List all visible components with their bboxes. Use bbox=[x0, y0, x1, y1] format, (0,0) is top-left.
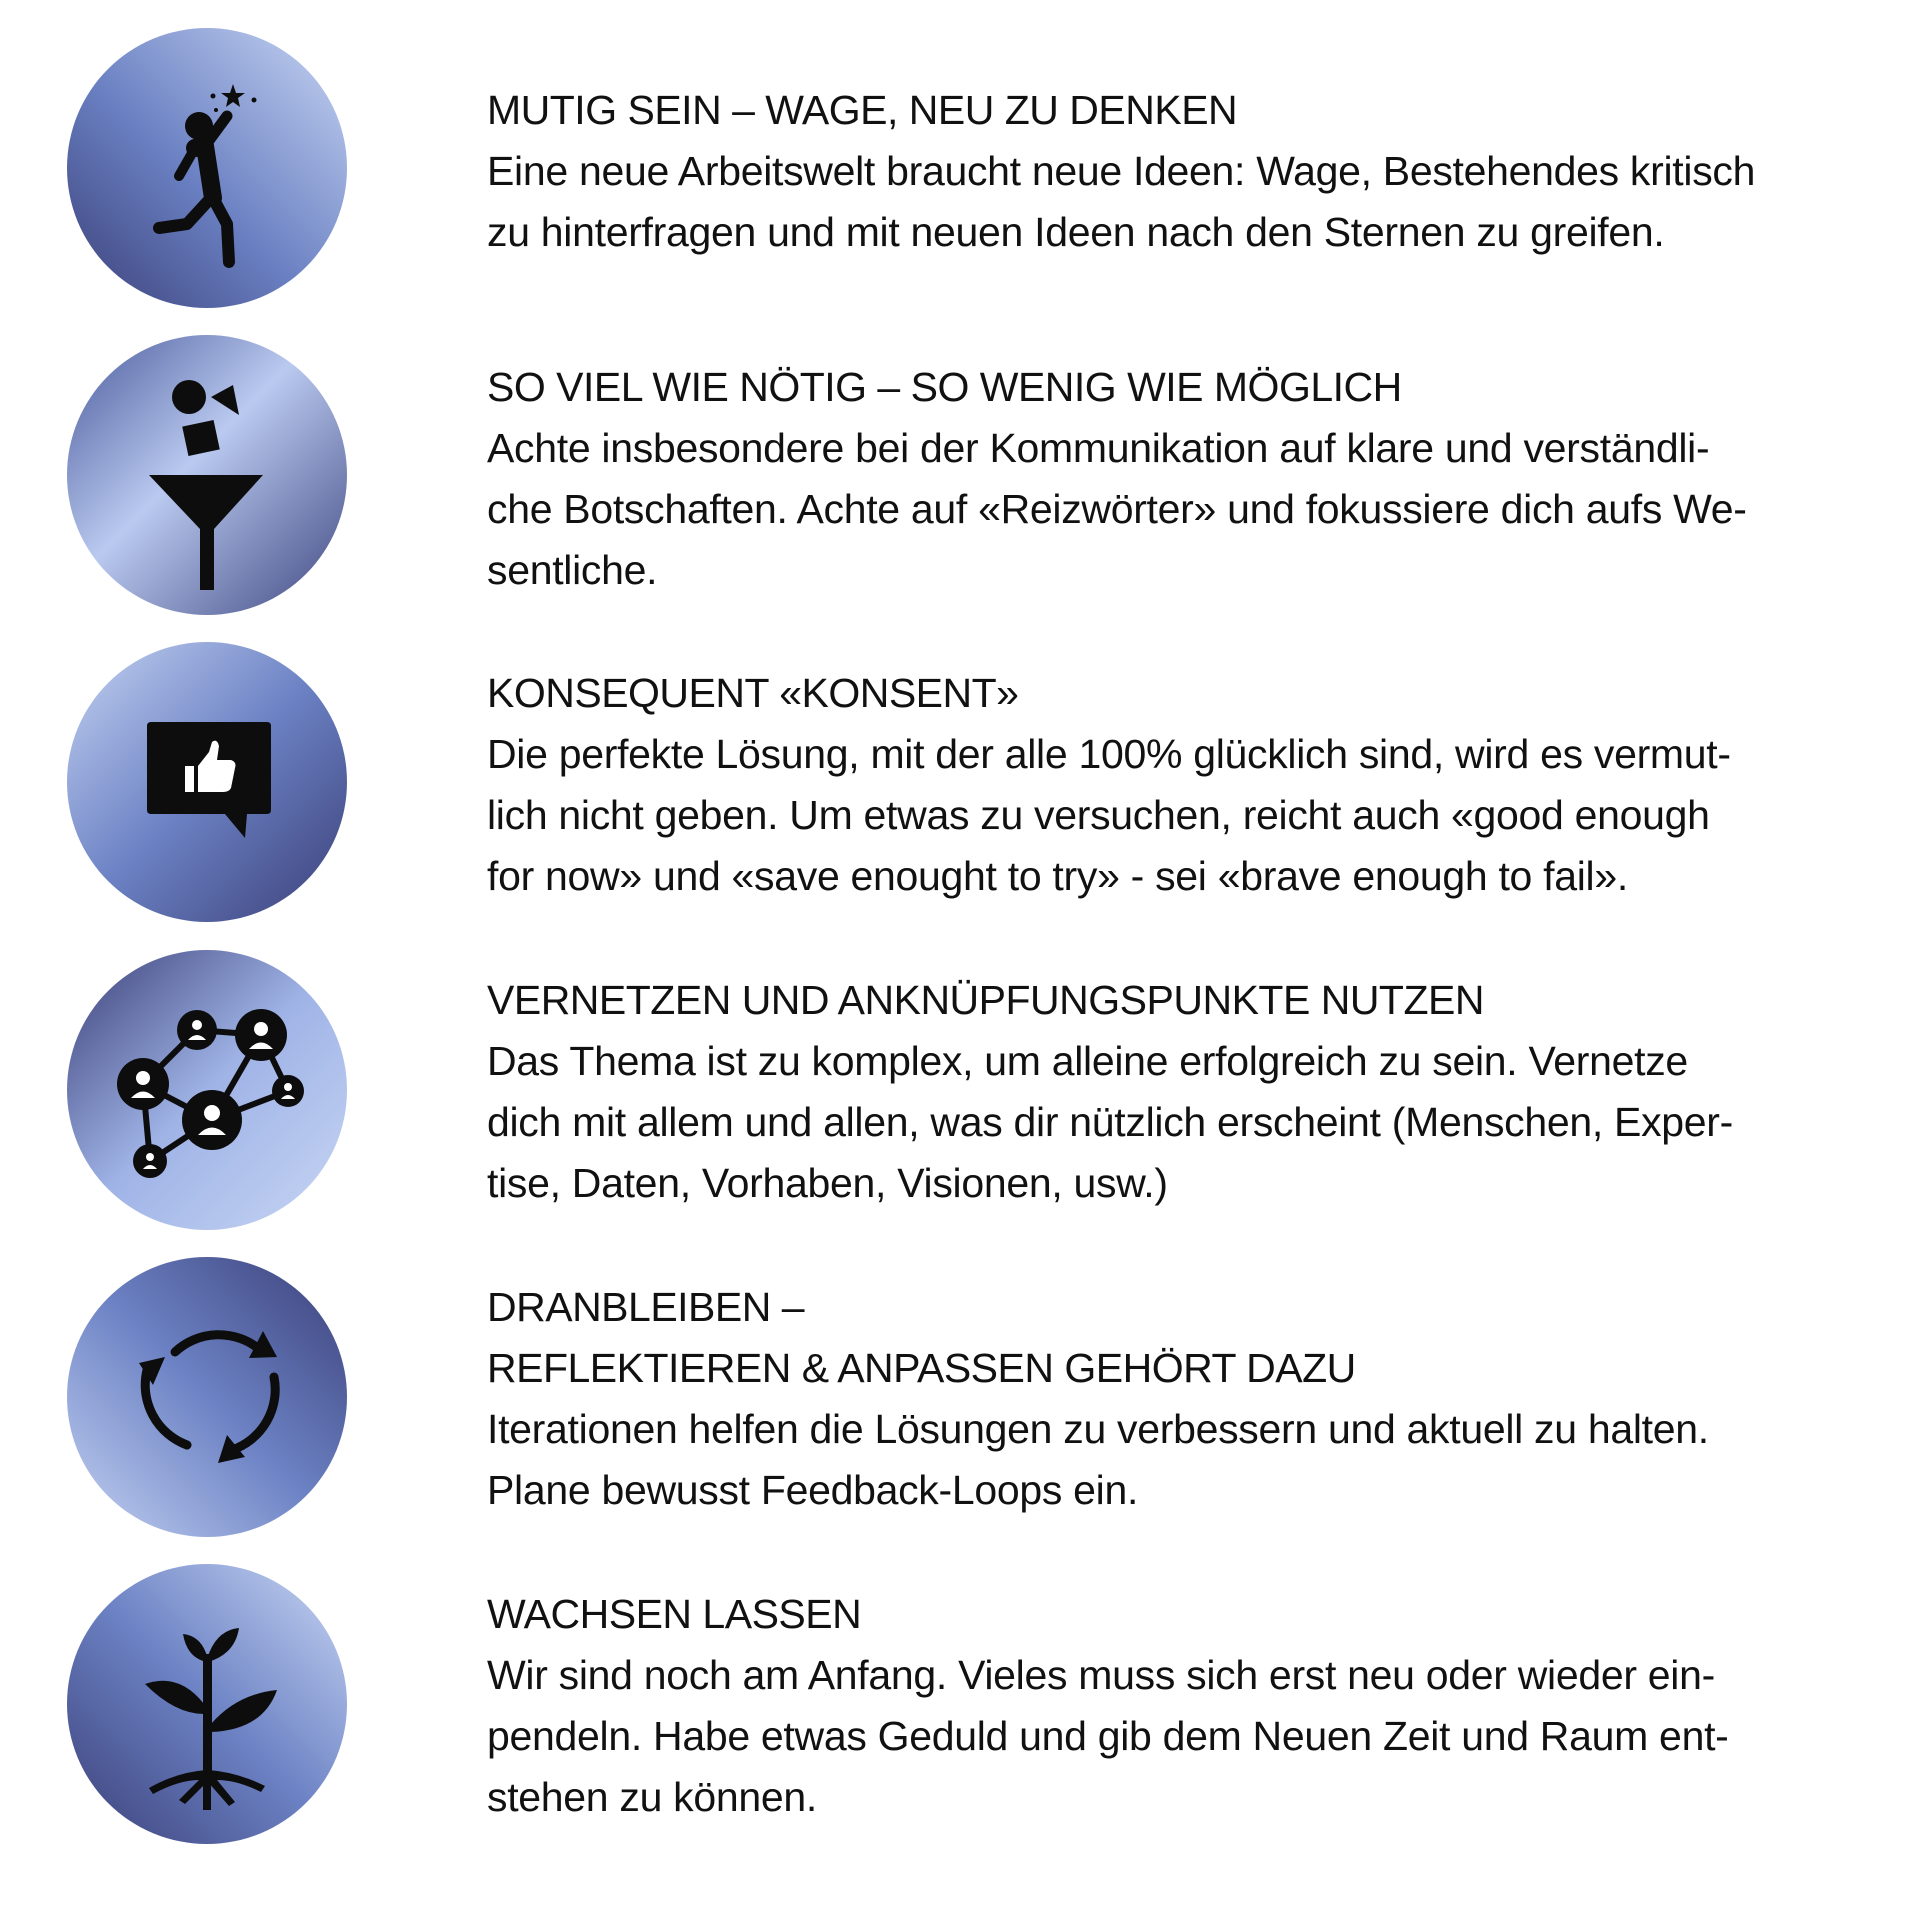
principle-body-line: che Botschaften. Achte auf «Reizwörter» und fokussiere dich aufs We- bbox=[487, 486, 1747, 532]
principle-title: VERNETZEN UND ANKNÜPFUNGSPUNKTE NUTZEN bbox=[487, 977, 1484, 1023]
icon-circle bbox=[67, 1564, 347, 1844]
thumbs-up-speech-bubble-icon bbox=[67, 642, 347, 922]
principle-text bbox=[487, 357, 1847, 601]
funnel-filter-icon bbox=[67, 335, 347, 615]
principle-body-line: for now» und «save enought to try» - sei «brave enough to fail». bbox=[487, 853, 1628, 899]
principle-text bbox=[487, 1584, 1847, 1828]
principle-title: MUTIG SEIN – WAGE, NEU ZU DENKEN bbox=[487, 87, 1238, 133]
principle-body-line: Wir sind noch am Anfang. Vieles muss sich erst neu oder wieder ein- bbox=[487, 1652, 1715, 1698]
principle-text bbox=[487, 80, 1847, 263]
principle-title: SO VIEL WIE NÖTIG – SO WENIG WIE MÖGLICH bbox=[487, 364, 1402, 410]
people-network-icon bbox=[67, 950, 347, 1230]
principle-title: DRANBLEIBEN – bbox=[487, 1284, 805, 1330]
person-reaching-stars-icon bbox=[67, 28, 347, 308]
icon-circle bbox=[67, 642, 347, 922]
icon-circle bbox=[67, 28, 347, 308]
principle-text bbox=[487, 1277, 1847, 1521]
principle-body-line: dich mit allem und allen, was dir nützlich erscheint (Menschen, Exper- bbox=[487, 1099, 1733, 1145]
icon-circle bbox=[67, 1257, 347, 1537]
principle-body-line: Plane bewusst Feedback-Loops ein. bbox=[487, 1467, 1139, 1513]
principle-text bbox=[487, 970, 1847, 1214]
principle-title: WACHSEN LASSEN bbox=[487, 1591, 862, 1637]
principle-body-line: Iterationen helfen die Lösungen zu verbessern und aktuell zu halten. bbox=[487, 1406, 1709, 1452]
cycle-arrows-icon bbox=[67, 1257, 347, 1537]
principle-title: KONSEQUENT «KONSENT» bbox=[487, 670, 1019, 716]
icon-circle bbox=[67, 950, 347, 1230]
principle-body-line: stehen zu können. bbox=[487, 1774, 817, 1820]
principle-text bbox=[487, 663, 1847, 907]
icon-circle bbox=[67, 335, 347, 615]
principle-body-line: Achte insbesondere bei der Kommunikation auf klare und verständli- bbox=[487, 425, 1710, 471]
principle-title: REFLEKTIEREN & ANPASSEN GEHÖRT DAZU bbox=[487, 1345, 1356, 1391]
principle-body-line: tise, Daten, Vorhaben, Visionen, usw.) bbox=[487, 1160, 1168, 1206]
principle-body-line: Eine neue Arbeitswelt braucht neue Ideen: Wage, Bestehendes kritisch bbox=[487, 148, 1756, 194]
sprouting-plant-icon bbox=[67, 1564, 347, 1844]
principle-body-line: Das Thema ist zu komplex, um alleine erfolgreich zu sein. Vernetze bbox=[487, 1038, 1688, 1084]
principle-body-line: pendeln. Habe etwas Geduld und gib dem Neuen Zeit und Raum ent- bbox=[487, 1713, 1729, 1759]
principle-body-line: lich nicht geben. Um etwas zu versuchen, reicht auch «good enough bbox=[487, 792, 1710, 838]
principle-body-line: sentliche. bbox=[487, 547, 658, 593]
principle-body-line: Die perfekte Lösung, mit der alle 100% glücklich sind, wird es vermut- bbox=[487, 731, 1731, 777]
principle-body-line: zu hinterfragen und mit neuen Ideen nach den Sternen zu greifen. bbox=[487, 209, 1665, 255]
